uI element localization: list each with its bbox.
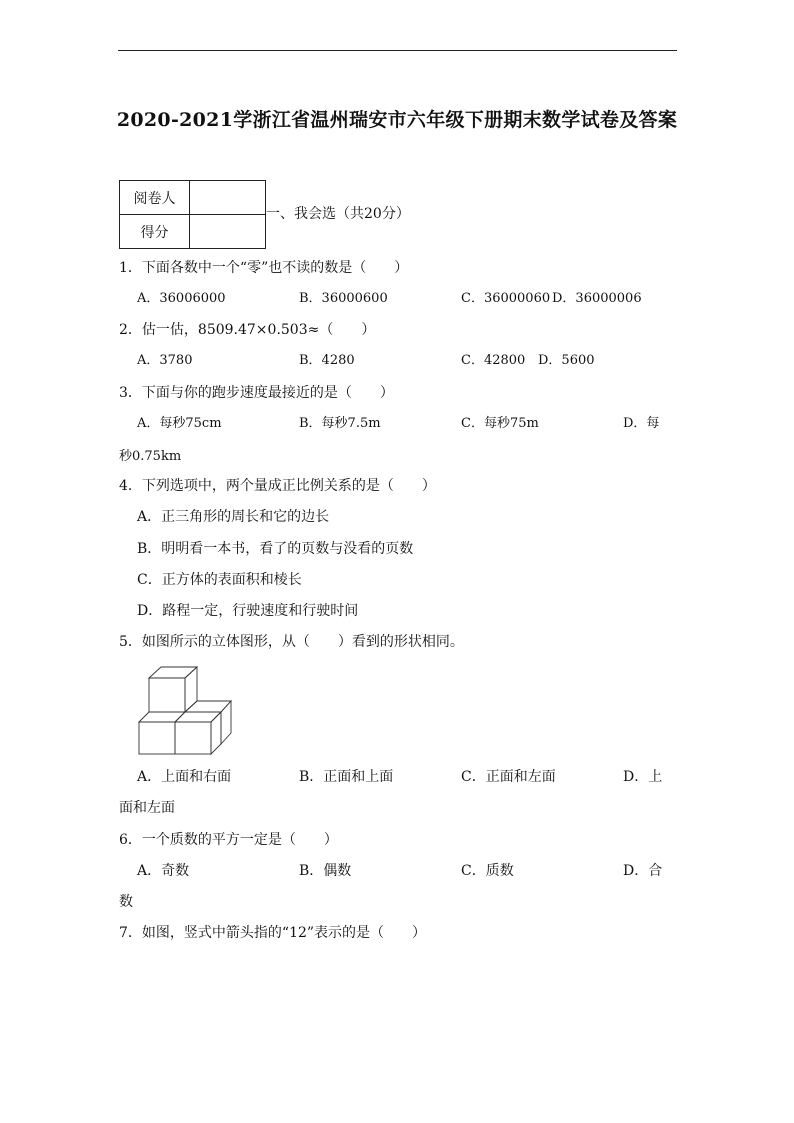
option-d: D．36000006	[552, 291, 642, 306]
option-continuation: 数	[119, 894, 133, 910]
top-cube-side-face	[185, 667, 197, 712]
bottom-right-cube-side-face	[221, 701, 231, 744]
page-title: 2020-2021学浙江省温州瑞安市六年级下册期末数学试卷及答案	[116, 109, 678, 131]
option-c: C．42800	[461, 353, 526, 368]
question-stem: 1．下面各数中一个“零”也不读的数是（ ）	[119, 260, 409, 276]
bottom-left-cube-front-face	[139, 722, 175, 754]
option-c: C．每秒75m	[461, 416, 539, 431]
option-c: C．正方体的表面积和棱长	[137, 572, 302, 588]
option-b: B．正面和上面	[299, 769, 394, 785]
section-title: 一、我会选（共20分）	[266, 206, 410, 222]
bottom-mid-cube-top-face	[175, 712, 221, 722]
cube-stack-figure	[137, 666, 233, 756]
option-d: D．5600	[538, 353, 595, 368]
bottom-mid-cube-front-face	[175, 722, 211, 754]
score-label: 得分	[120, 215, 190, 249]
option-b: B．4280	[299, 353, 355, 368]
option-d: D．合	[623, 863, 663, 879]
question-stem: 5．如图所示的立体图形，从（ ）看到的形状相同。	[119, 634, 464, 650]
grader-table	[119, 180, 266, 249]
option-a: A．上面和右面	[137, 769, 232, 785]
option-d: D．上	[623, 769, 663, 785]
option-c: C．质数	[461, 863, 514, 879]
bottom-mid-cube-side-face	[211, 712, 221, 754]
option-a: A．3780	[137, 353, 193, 368]
option-a: A．正三角形的周长和它的边长	[137, 509, 330, 525]
option-b: B．明明看一本书，看了的页数与没看的页数	[137, 541, 414, 557]
grader-label: 阅卷人	[120, 181, 190, 215]
option-a: A．奇数	[137, 863, 190, 879]
option-a: A．每秒75cm	[137, 416, 222, 431]
score-value-cell	[190, 215, 266, 249]
top-cube-top-face	[149, 667, 197, 678]
grader-value-cell	[190, 181, 266, 215]
bottom-left-cube-top-face	[139, 712, 185, 722]
option-b: B．偶数	[299, 863, 352, 879]
question-stem: 2．估一估，8509.47×0.503≈（ ）	[119, 322, 376, 338]
option-continuation: 秒0.75km	[119, 449, 182, 464]
question-stem: 3．下面与你的跑步速度最接近的是（ ）	[119, 385, 394, 401]
bottom-right-cube-top-face	[185, 701, 231, 712]
option-a: A．36006000	[137, 291, 226, 306]
question-stem: 6．一个质数的平方一定是（ ）	[119, 832, 338, 848]
option-d: D．路程一定，行驶速度和行驶时间	[137, 603, 359, 619]
option-continuation: 面和左面	[119, 800, 175, 816]
option-d: D．每	[623, 416, 660, 431]
question-stem: 7．如图，竖式中箭头指的“12”表示的是（ ）	[119, 925, 427, 941]
top-cube-front-face	[149, 678, 185, 712]
option-c: C．36000060	[461, 291, 551, 306]
header-rule	[118, 50, 677, 51]
option-c: C．正面和左面	[461, 769, 556, 785]
option-b: B．36000600	[299, 291, 388, 306]
option-b: B．每秒7.5m	[299, 416, 381, 431]
question-stem: 4．下列选项中，两个量成正比例关系的是（ ）	[119, 478, 436, 494]
